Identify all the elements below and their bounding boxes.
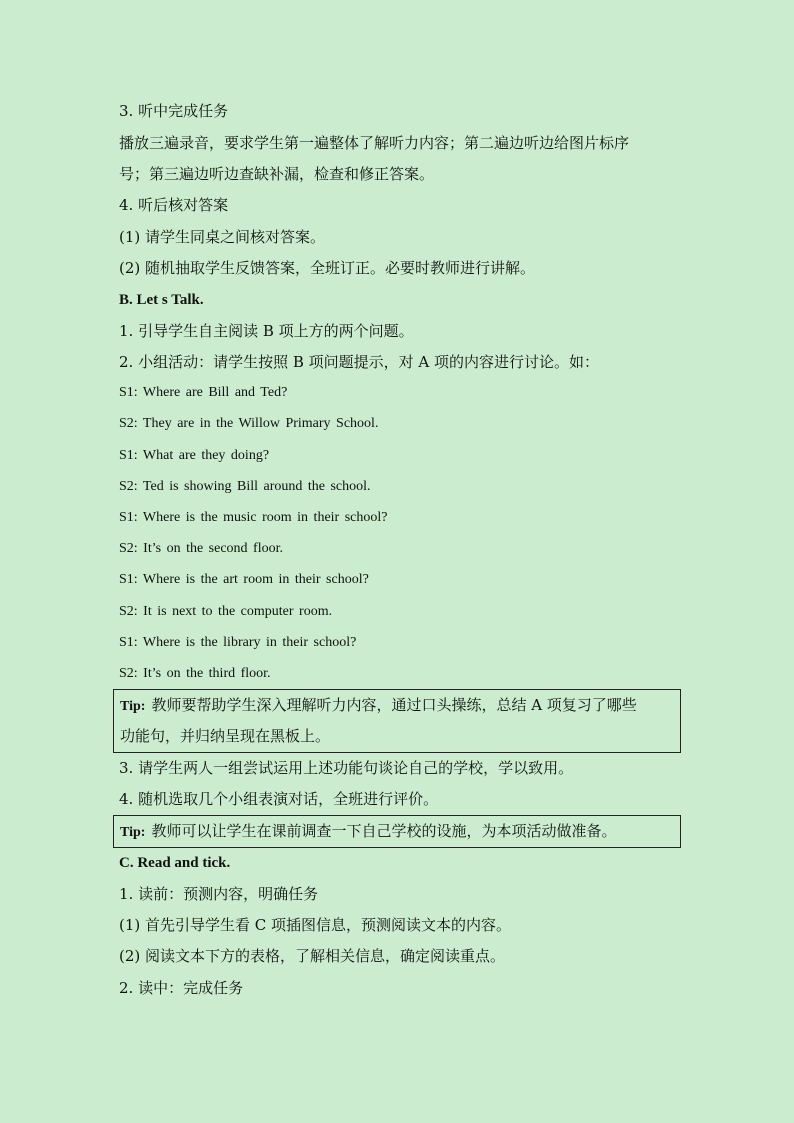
dialogue-line: S1: Where are Bill and Ted? (119, 385, 288, 400)
step-heading: 3. 听中完成任务 (119, 102, 229, 120)
dialogue-line: S2: It’s on the third floor. (119, 666, 271, 681)
paragraph-line: 号；第三遍边听边查缺补漏，检查和修正答案。 (119, 165, 435, 183)
list-item: 1. 引导学生自主阅读 B 项上方的两个问题。 (119, 322, 414, 340)
section-heading: C. Read and tick. (119, 855, 231, 871)
tip-text: 教师可以让学生在课前调查一下自己学校的设施，为本项活动做准备。 (151, 822, 617, 840)
step-heading: 1. 读前：预测内容，明确任务 (119, 885, 319, 903)
tip-box (113, 689, 681, 753)
step-heading: 4. 听后核对答案 (119, 196, 229, 214)
list-item: (2) 阅读文本下方的表格，了解相关信息，确定阅读重点。 (119, 947, 506, 965)
tip-line (120, 821, 616, 843)
tip-line (120, 695, 637, 717)
dialogue-line: S2: It’s on the second floor. (119, 541, 283, 556)
list-item: 2. 小组活动：请学生按照 B 项问题提示，对 A 项的内容进行讨论。如： (119, 353, 600, 371)
tip-label: Tip: (120, 699, 146, 714)
tip-text: 教师要帮助学生深入理解听力内容，通过口头操练，总结 A 项复习了哪些 (151, 696, 637, 714)
dialogue-line: S1: Where is the library in their school? (119, 635, 357, 650)
tip-box (113, 815, 681, 848)
dialogue-line: S2: It is next to the computer room. (119, 604, 333, 619)
list-item: 3. 请学生两人一组尝试运用上述功能句谈论自己的学校，学以致用。 (119, 759, 574, 777)
dialogue-line: S2: Ted is showing Bill around the school. (119, 479, 371, 494)
step-heading: 2. 读中：完成任务 (119, 979, 244, 997)
list-item: (1) 首先引导学生看 C 项插图信息，预测阅读文本的内容。 (119, 916, 512, 934)
section-heading: B. Let s Talk. (119, 292, 204, 308)
dialogue-line: S1: Where is the art room in their school? (119, 572, 369, 587)
tip-text: 功能句，并归纳呈现在黑板上。 (120, 727, 331, 745)
dialogue-line: S2: They are in the Willow Primary School. (119, 416, 379, 431)
list-item: (2) 随机抽取学生反馈答案，全班订正。必要时教师进行讲解。 (119, 259, 536, 277)
list-item: (1) 请学生同桌之间核对答案。 (119, 228, 326, 246)
tip-label: Tip: (120, 825, 146, 840)
dialogue-line: S1: What are they doing? (119, 448, 270, 463)
dialogue-line: S1: Where is the music room in their school? (119, 510, 388, 525)
list-item: 4. 随机选取几个小组表演对话，全班进行评价。 (119, 790, 439, 808)
paragraph-line: 播放三遍录音，要求学生第一遍整体了解听力内容；第二遍边听边给图片标序 (119, 134, 630, 152)
